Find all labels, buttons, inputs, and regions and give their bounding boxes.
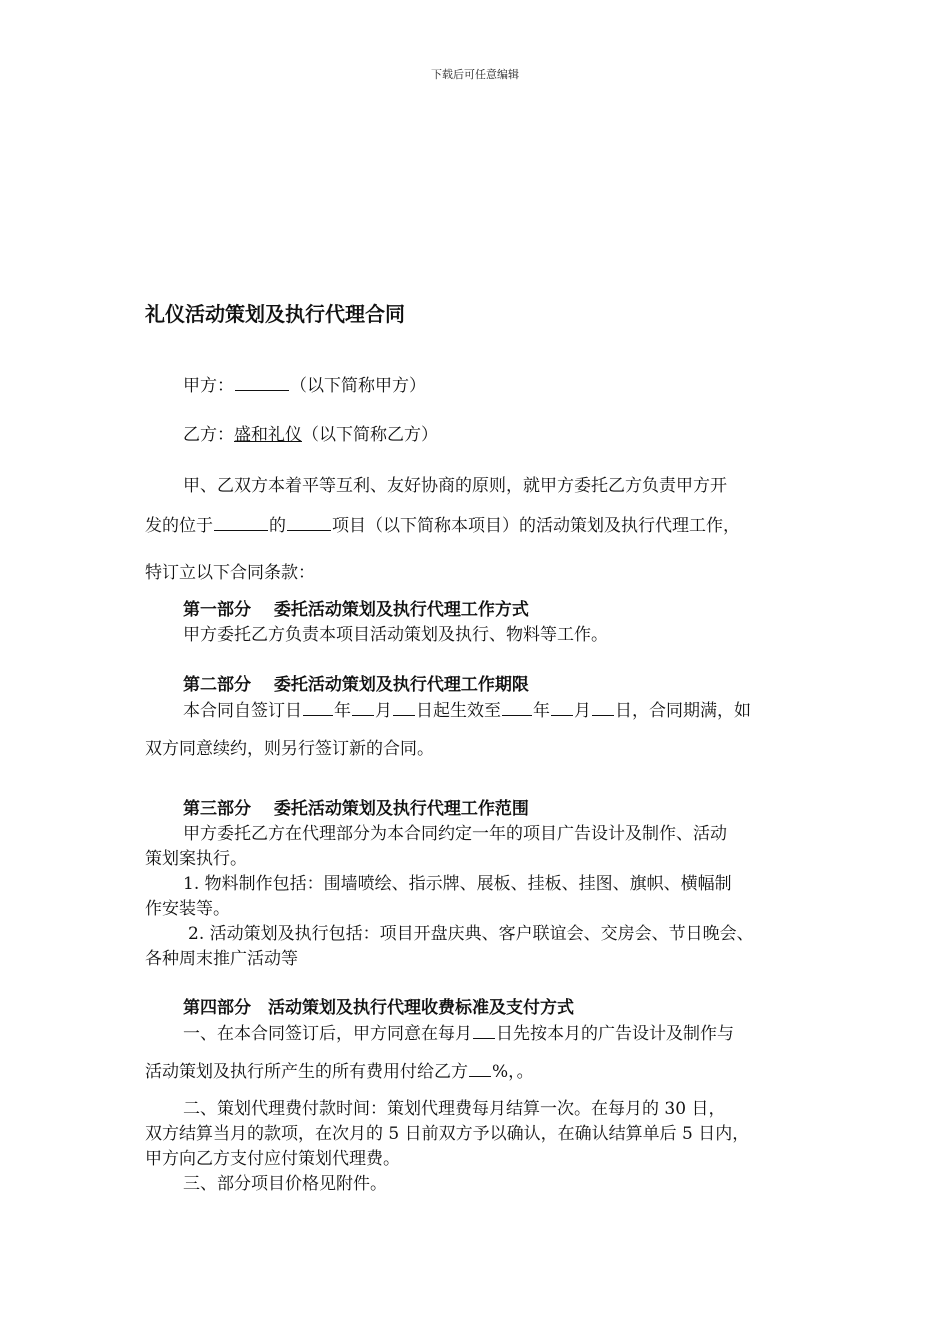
start-day-blank bbox=[393, 699, 415, 716]
part3-heading: 第三部分 委托活动策划及执行代理工作范围 bbox=[183, 799, 529, 819]
part1-body: 甲方委托乙方负责本项目活动策划及执行、物料等工作。 bbox=[183, 625, 608, 645]
part3-line-2: 策划案执行。 bbox=[145, 849, 247, 869]
part1-heading: 第一部分 委托活动策划及执行代理工作方式 bbox=[183, 600, 529, 620]
payment-day-blank bbox=[473, 1022, 495, 1039]
part4-p1-line-1b: 日先按本月的广告设计及制作与 bbox=[496, 1024, 734, 1044]
start-year-label: 年 bbox=[334, 701, 351, 721]
party-b-label: 乙方： bbox=[183, 425, 234, 445]
part3-item2-line-2: 各种周末推广活动等 bbox=[145, 949, 298, 969]
party-a-line bbox=[183, 374, 426, 397]
part4-p2-line-1: 二、策划代理费付款时间：策划代理费每月结算一次。在每月的 30 日， bbox=[183, 1099, 726, 1119]
part3-item1-line-1: 1. 物料制作包括：围墙喷绘、指示牌、展板、挂板、挂图、旗帜、横幅制 bbox=[183, 874, 732, 894]
intro-line-2a: 发的位于 bbox=[145, 516, 213, 536]
end-year-label: 年 bbox=[533, 701, 550, 721]
part2-line-2: 双方同意续约，则另行签订新的合同。 bbox=[145, 739, 434, 759]
start-month-blank bbox=[352, 699, 374, 716]
intro-line-2 bbox=[145, 514, 740, 537]
party-a-label: 甲方： bbox=[183, 376, 234, 396]
part3-item1-line-2: 作安装等。 bbox=[145, 899, 230, 919]
part4-heading: 第四部分 活动策划及执行代理收费标准及支付方式 bbox=[183, 998, 574, 1018]
intro-line-3: 特订立以下合同条款： bbox=[145, 563, 315, 583]
part4-p1-line-1a: 一、在本合同签订后，甲方同意在每月 bbox=[183, 1024, 472, 1044]
part3-item2-line-1: 2. 活动策划及执行包括：项目开盘庆典、客户联谊会、交房会、节日晚会、 bbox=[188, 924, 754, 944]
document-title: 礼仪活动策划及执行代理合同 bbox=[145, 302, 405, 326]
header-note: 下载后可任意编辑 bbox=[431, 68, 519, 81]
project-blank bbox=[287, 514, 331, 531]
part2-line-1a: 本合同自签订日 bbox=[183, 701, 302, 721]
part4-p2-line-3: 甲方向乙方支付应付策划代理费。 bbox=[145, 1149, 400, 1169]
party-b-name: 盛和礼仪 bbox=[234, 425, 302, 445]
part4-p1-line-1 bbox=[183, 1022, 734, 1045]
end-day-blank bbox=[592, 699, 614, 716]
part2-line-1 bbox=[183, 699, 751, 722]
part4-p1-line-2b: %，。 bbox=[492, 1062, 534, 1082]
part4-p3: 三、部分项目价格见附件。 bbox=[183, 1174, 387, 1194]
part4-p1-line-2 bbox=[145, 1060, 534, 1083]
part3-line-1: 甲方委托乙方在代理部分为本合同约定一年的项目广告设计及制作、活动 bbox=[183, 824, 727, 844]
party-b-suffix: （以下简称乙方） bbox=[302, 425, 438, 445]
part4-p2-line-2: 双方结算当月的款项，在次月的 5 日前双方予以确认，在确认结算单后 5 日内， bbox=[145, 1124, 750, 1144]
start-day-label: 日起生效至 bbox=[416, 701, 501, 721]
start-year-blank bbox=[303, 699, 333, 716]
end-month-blank bbox=[551, 699, 573, 716]
intro-line-2b: 的 bbox=[269, 516, 286, 536]
start-month-label: 月 bbox=[375, 701, 392, 721]
party-b-line bbox=[183, 424, 438, 446]
part2-heading: 第二部分 委托活动策划及执行代理工作期限 bbox=[183, 675, 529, 695]
end-month-label: 月 bbox=[574, 701, 591, 721]
intro-line-2c: 项目（以下简称本项目）的活动策划及执行代理工作， bbox=[332, 516, 740, 536]
percent-blank bbox=[469, 1060, 491, 1077]
location-blank bbox=[214, 514, 268, 531]
end-year-blank bbox=[502, 699, 532, 716]
part4-p1-line-2a: 活动策划及执行所产生的所有费用付给乙方 bbox=[145, 1062, 468, 1082]
party-a-blank bbox=[235, 374, 289, 391]
part2-line-1-end: 日，合同期满，如 bbox=[615, 701, 751, 721]
party-a-suffix: （以下简称甲方） bbox=[290, 376, 426, 396]
intro-line-1: 甲、乙双方本着平等互利、友好协商的原则，就甲方委托乙方负责甲方开 bbox=[183, 476, 727, 496]
